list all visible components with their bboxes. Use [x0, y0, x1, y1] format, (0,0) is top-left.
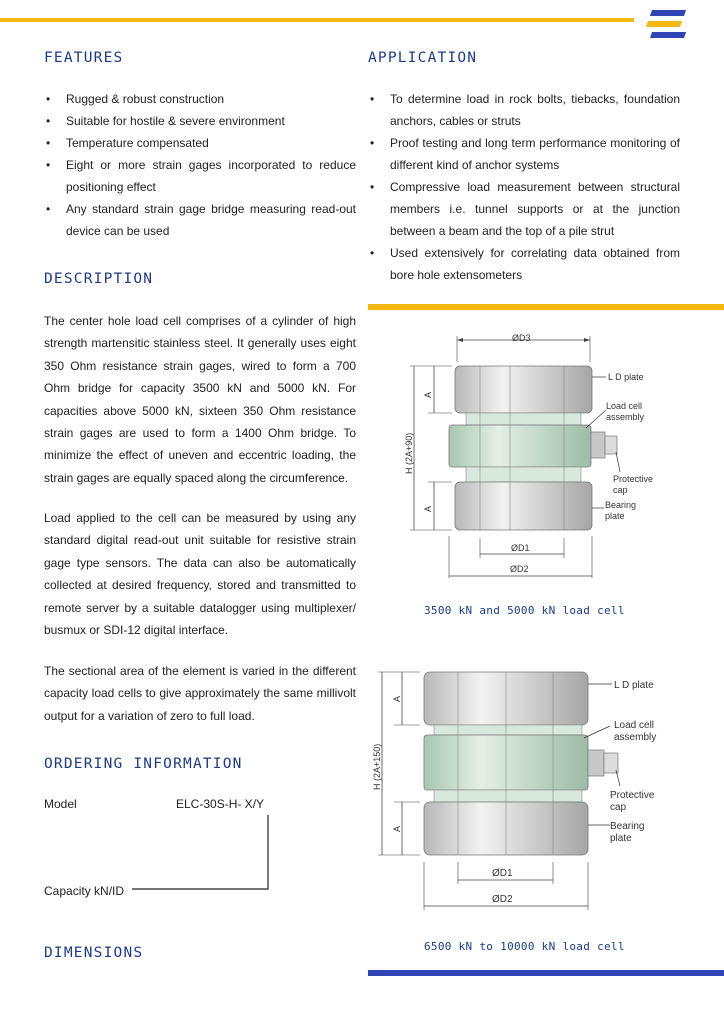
description-heading: DESCRIPTION	[44, 271, 154, 287]
list-item: • Rugged & robust construction	[44, 88, 356, 110]
model-code: ELC-30S-H- X/Y	[176, 797, 265, 811]
features-list	[44, 88, 356, 242]
d1-label: ØD1	[511, 543, 530, 553]
d1-label: ØD1	[492, 868, 513, 879]
description-paragraph-2: Load applied to the cell can be measured by using any standard digital read-out unit suitable for resistive strain gage type sensors. The data can also be automatically collected at desired frequency, stored and transmitted to remote server by a suitable datalogger using multiplexer/ busmux or SDI-12 digital interface.	[44, 511, 356, 638]
ordering-connector-line	[130, 815, 275, 895]
height-label: H (2A+150)	[372, 743, 382, 790]
description-paragraph-1: The center hole load cell comprises of a cylinder of high strength martensitic stainless steel. It generally uses eight 350 Ohm resistance strain gages, wired to form a 700 Ohm bridge for capacity 3500 kN and 5000 kN. For capacities above 5000 kN, sixteen 350 Ohm resistance strain gages are used to form a 1400 Ohm bridge. To minimize the effect of uneven and eccentric loading, the strain gages are equally spaced along the circumference.	[44, 314, 356, 485]
dimensions-heading: DIMENSIONS	[44, 945, 144, 961]
assembly-label-1: Load cell	[606, 401, 643, 411]
list-item: • To determine load in rock bolts, tiebacks, foundation anchors, cables or struts	[368, 88, 680, 132]
bearing-label-1: Bearing	[605, 500, 637, 510]
section-divider-yellow	[368, 304, 724, 310]
d2-label: ØD2	[510, 564, 529, 574]
load-cell-diagram-large	[370, 662, 680, 918]
model-label: Model	[44, 797, 77, 811]
bearing-label-2: plate	[605, 511, 625, 521]
features-heading: FEATURES	[44, 50, 124, 66]
height-label: H (2A+90)	[404, 432, 414, 474]
cap-label-1: Protective	[610, 790, 655, 801]
list-item: • Eight or more strain gages incorporated to reduce positioning effect	[44, 154, 356, 198]
cap-label-2: cap	[613, 485, 628, 495]
a-bottom-label: A	[392, 825, 402, 832]
d3-label: ØD3	[512, 333, 531, 343]
cap-label-2: cap	[610, 802, 627, 813]
d2-label: ØD2	[492, 894, 513, 905]
application-heading: APPLICATION	[368, 50, 478, 66]
ordering-heading: ORDERING INFORMATION	[44, 756, 243, 772]
diagram1-caption: 3500 kN and 5000 kN load cell	[424, 604, 625, 617]
diagram2-caption: 6500 kN to 10000 kN load cell	[424, 940, 625, 953]
cap-label-1: Protective	[613, 474, 654, 484]
list-item: • Used extensively for correlating data obtained from bore hole extensometers	[368, 242, 680, 286]
list-item: • Proof testing and long term performance monitoring of different kind of anchor systems	[368, 132, 680, 176]
ld-plate-label: L D plate	[608, 372, 644, 382]
a-top-label: A	[392, 695, 402, 702]
assembly-label-1: Load cell	[614, 720, 655, 731]
bearing-label-2: plate	[610, 833, 632, 844]
list-item: • Temperature compensated	[44, 132, 356, 154]
list-item: • Suitable for hostile & severe environment	[44, 110, 356, 132]
a-bottom-label: A	[423, 505, 433, 512]
description-paragraph-3: The sectional area of the element is varied in the different capacity load cells to give approximately the same millivolt output for a variation of zero to full load.	[44, 664, 356, 723]
list-item: • Compressive load measurement between structural members i.e. tunnel supports or at the junction between a beam and the top of a pile strut	[368, 176, 680, 242]
bearing-label-1: Bearing	[610, 821, 645, 832]
top-accent-line	[0, 18, 634, 22]
application-list	[368, 88, 680, 286]
assembly-label-2: assembly	[614, 732, 657, 743]
list-item: • Any standard strain gage bridge measuring read-out device can be used	[44, 198, 356, 242]
capacity-label: Capacity kN/ID	[44, 884, 125, 898]
load-cell-diagram-small	[400, 326, 690, 584]
section-divider-blue	[368, 970, 724, 976]
assembly-label-2: assembly	[606, 412, 645, 422]
company-logo	[644, 8, 688, 42]
a-top-label: A	[423, 391, 433, 398]
ld-plate-label: L D plate	[614, 680, 654, 691]
